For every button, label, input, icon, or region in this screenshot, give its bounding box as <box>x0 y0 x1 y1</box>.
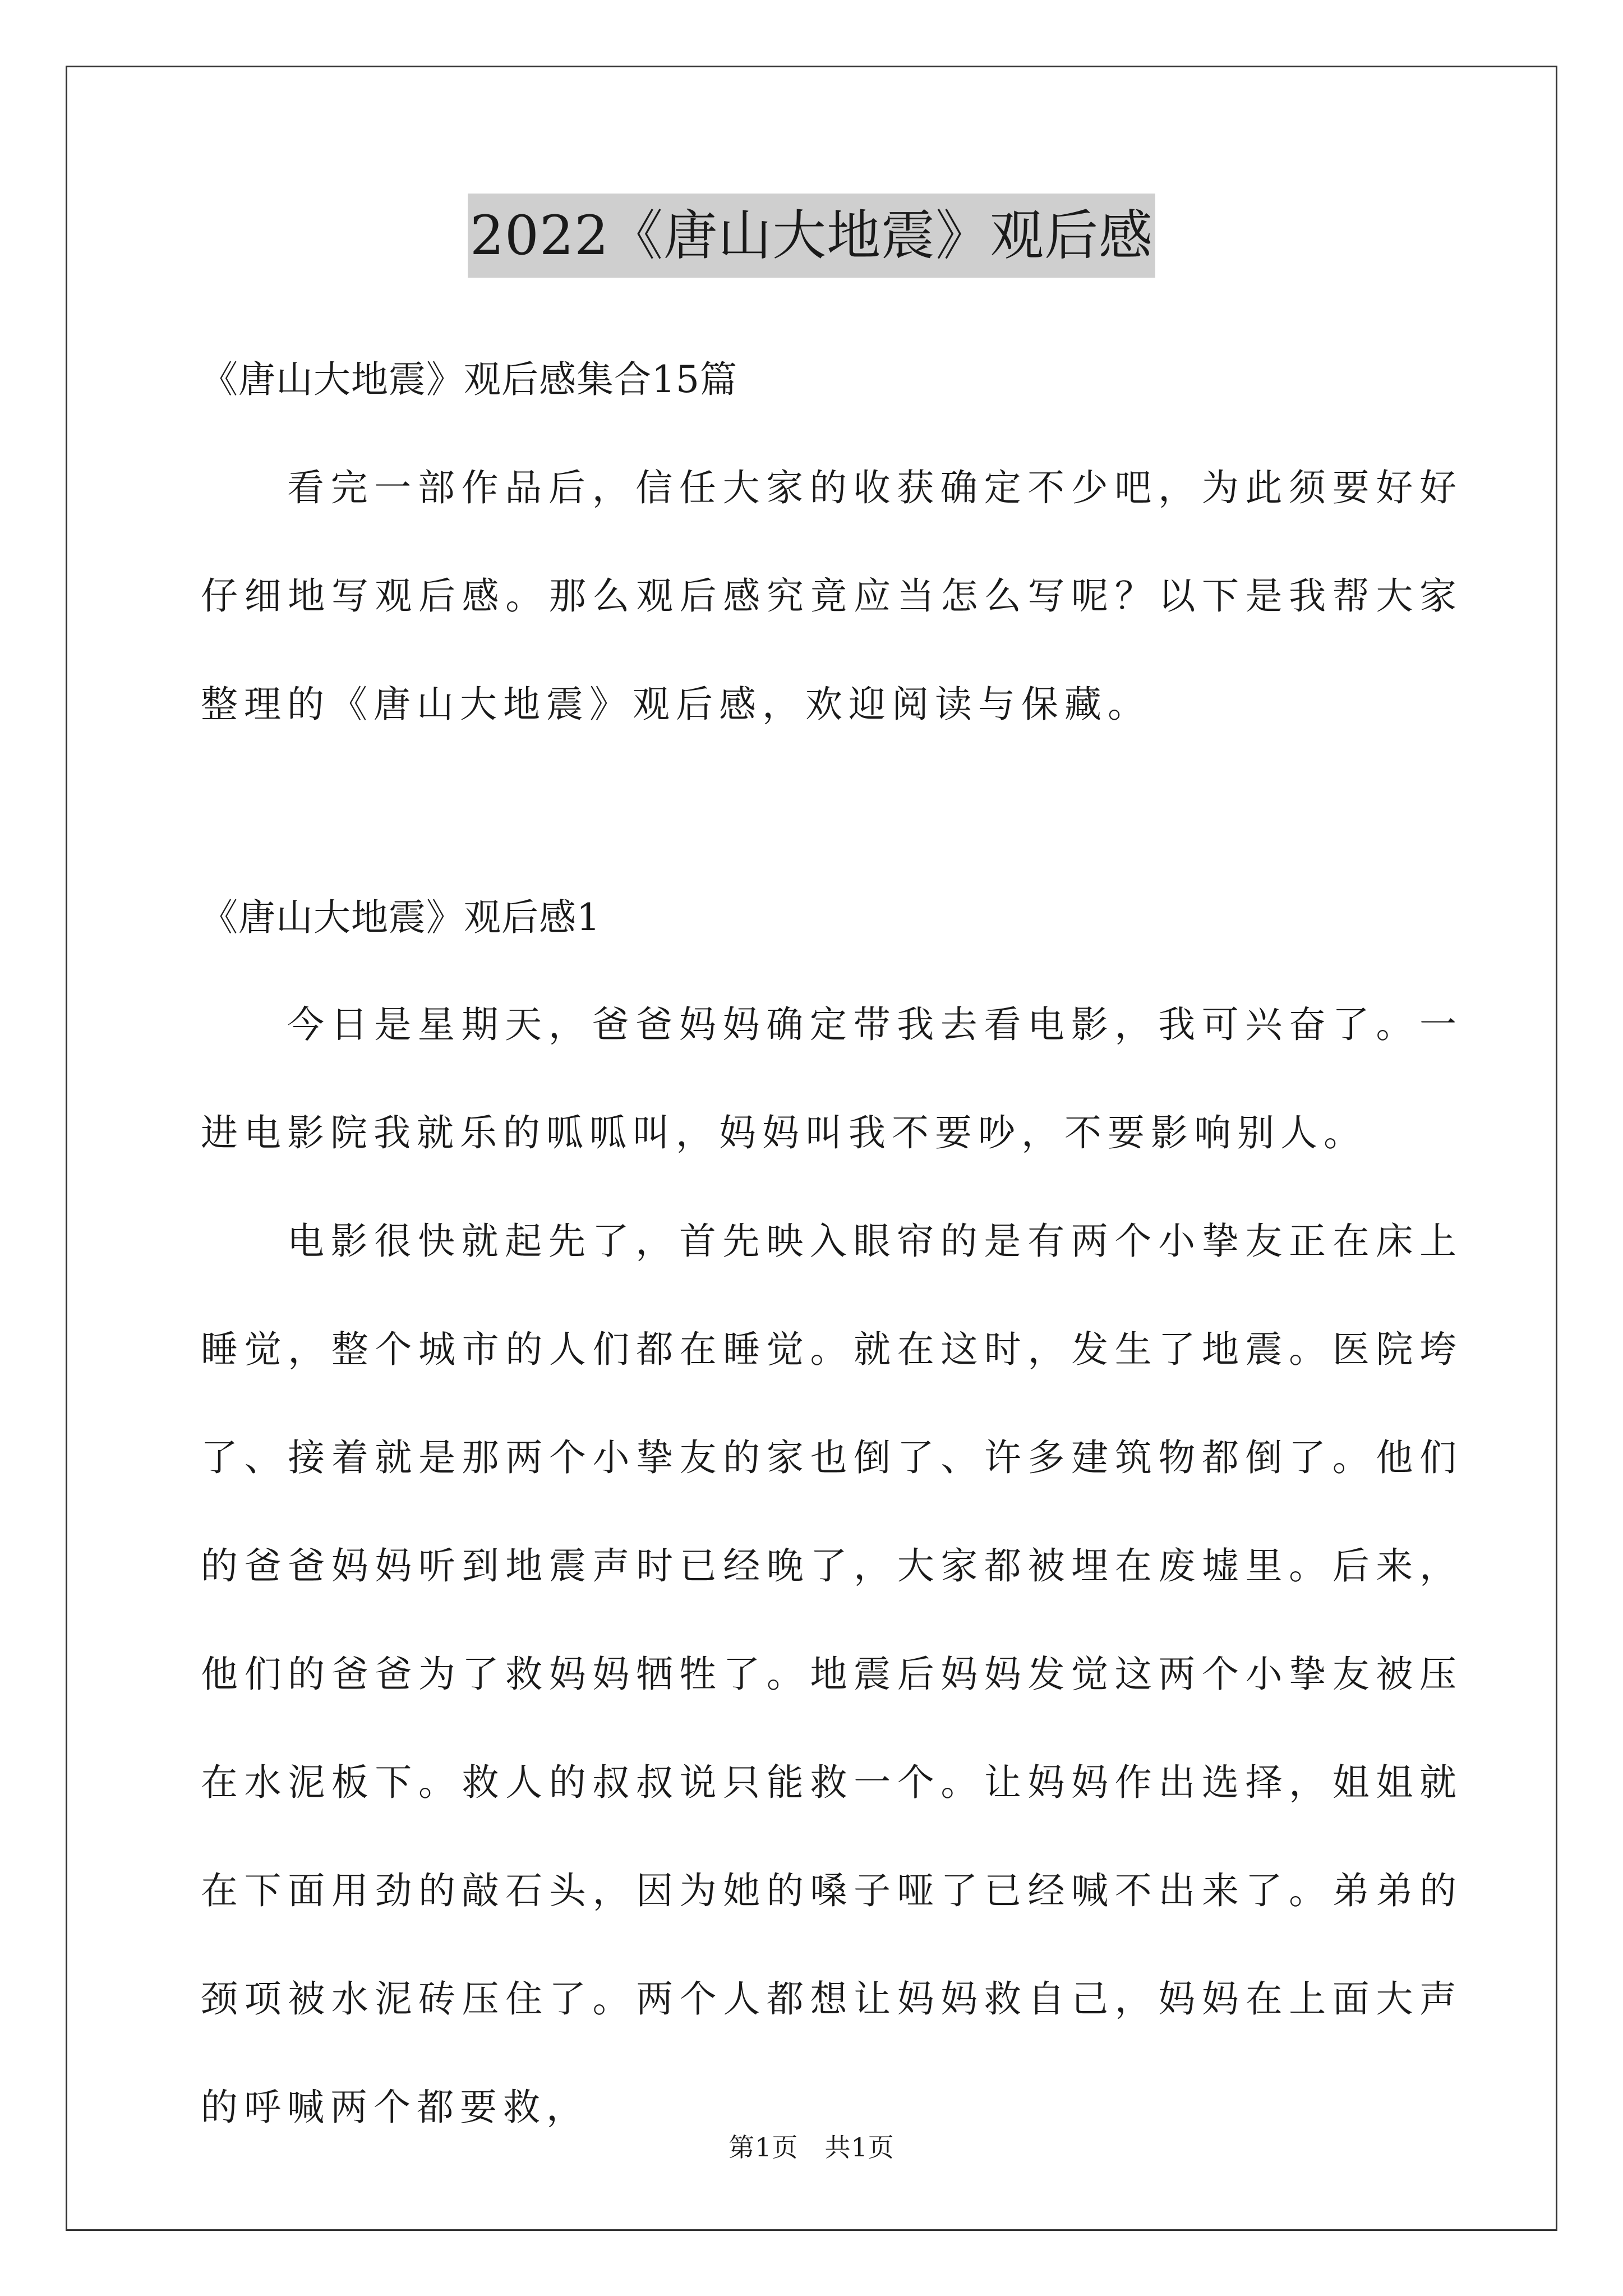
page-footer: 第1页 共1页 <box>728 2132 895 2162</box>
document-title: 2022《唐山大地震》观后感 <box>468 194 1155 278</box>
title-container <box>0 194 1623 278</box>
body-paragraph-2: 电影很快就起先了，首先映入眼帘的是有两个小挚友正在床上睡觉，整个城市的人们都在睡觉。就在这时，发生了地震。医院垮了、接着就是那两个小挚友的家也倒了、许多建筑物都倒了。他们的爸爸妈妈听到地震声时已经晚了，大家都被埋在废墟里。后来，他们的爸爸为了救妈妈牺牲了。地震后妈妈发觉这两个小挚友被压在水泥板下。救人的叔叔说只能救一个。让妈妈作出选择，姐姐就在下面用劲的敲石头，因为她的嗓子哑了已经喊不出来了。弟弟的颈项被水泥砖压住了。两个人都想让妈妈救自己，妈妈在上面大声的呼喊两个都要救， <box>201 1220 1463 2129</box>
section-heading: 《唐山大地震》观后感1 <box>201 896 601 939</box>
document-subtitle: 《唐山大地震》观后感集合15篇 <box>201 358 737 401</box>
body-paragraph-1: 今日是星期天，爸爸妈妈确定带我去看电影，我可兴奋了。一进电影院我就乐的呱呱叫，妈妈叫我不要吵，不要影响别人。 <box>201 1003 1463 1154</box>
intro-paragraph: 看完一部作品后，信任大家的收获确定不少吧，为此须要好好仔细地写观后感。那么观后感究竟应当怎么写呢？以下是我帮大家整理的《唐山大地震》观后感，欢迎阅读与保藏。 <box>201 466 1463 726</box>
